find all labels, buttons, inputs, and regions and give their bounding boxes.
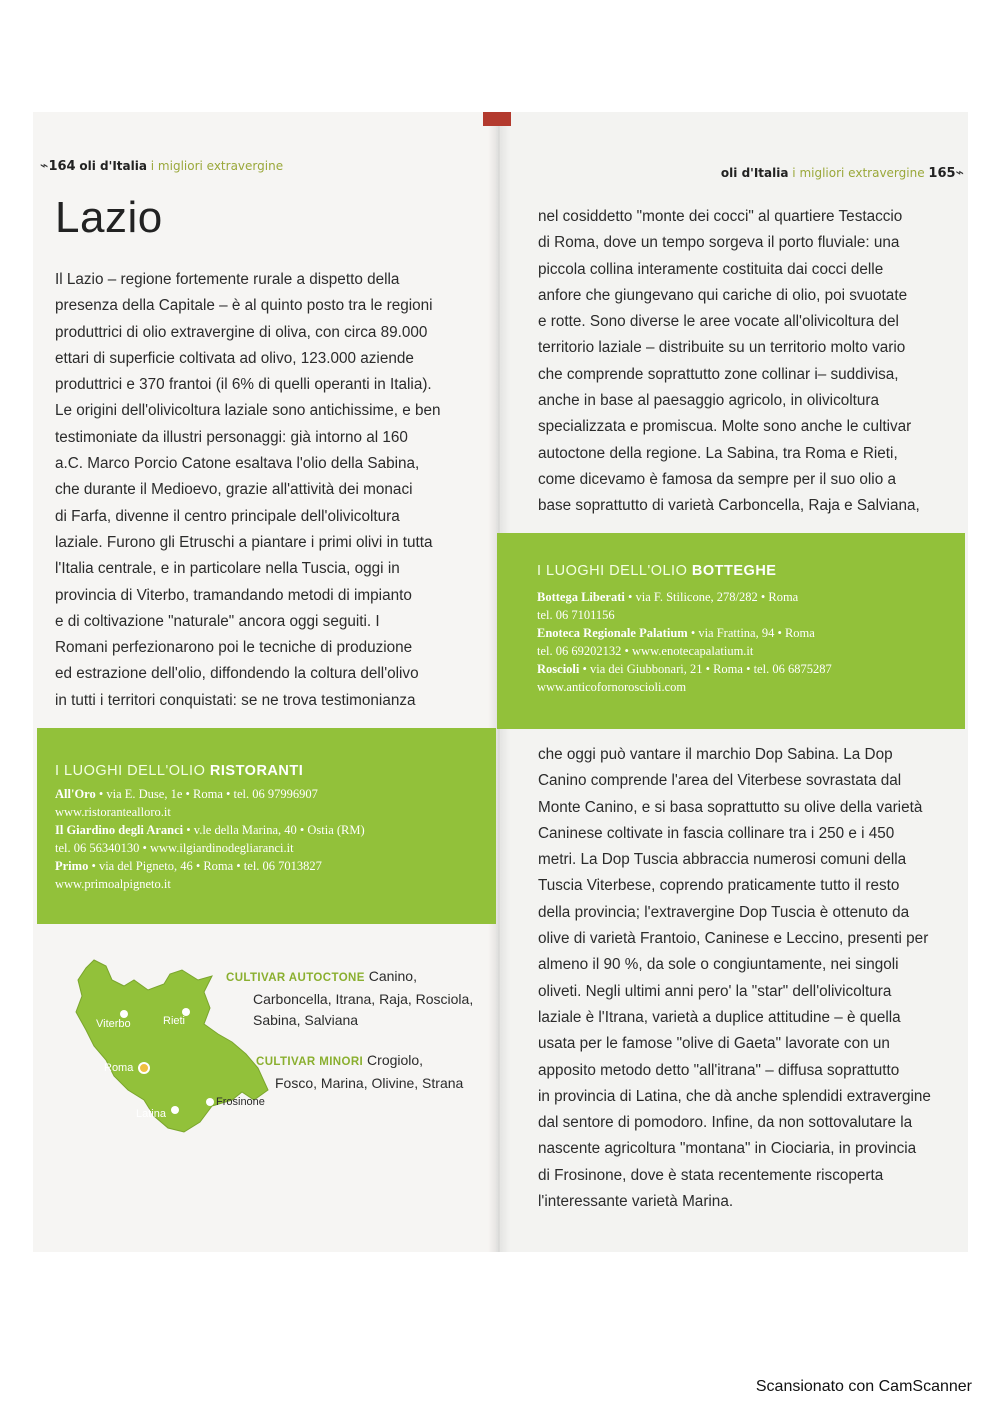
- text-line: piccola collina interamente costituita dai cocci delle: [538, 260, 884, 278]
- header-subsection-right: i migliori extravergine: [792, 166, 925, 180]
- text-line: ed estrazione dell'olio, diffondendo la coltura dell'olivo: [55, 665, 419, 683]
- entry-contact: tel. 06 56340130 • www.ilgiardinodegliaranci.it: [55, 841, 294, 855]
- text-line: base soprattutto di varietà Carboncella, Raja e Salviana,: [538, 497, 920, 515]
- botteghe-entries: [537, 588, 832, 696]
- entry-contact: www.anticofornoroscioli.com: [537, 680, 687, 694]
- box-title-ristoranti: [55, 763, 303, 779]
- entry-contact: www.ristorantealloro.it: [55, 805, 171, 819]
- header-section-right: oli d'Italia: [720, 166, 789, 180]
- header-section-left: oli d'Italia: [79, 159, 147, 173]
- text-line: di Farfa, divenne il centro principale dell'olivicoltura: [55, 507, 400, 525]
- city-label-frosinone: Frosinone: [216, 1096, 265, 1108]
- cultivar-autoctone: [226, 966, 473, 1031]
- list-item: [537, 624, 832, 642]
- text-line: di Frosinone, dove è stata recentemente riscoperta: [538, 1166, 884, 1184]
- entry-address: • via dei Giubbonari, 21 • Roma • tel. 06 6875287: [579, 662, 832, 676]
- text-line: Canino comprende l'area del Viterbese sovrastata dal: [538, 772, 902, 790]
- list-item: [537, 588, 832, 606]
- text-line: della provincia; l'extravergine Dop Tuscia è ottenuto da: [538, 903, 910, 921]
- entry-address: • v.le della Marina, 40 • Ostia (RM): [183, 823, 365, 837]
- text-line: specializzata e promiscua. Molte sono anche le cultivar: [538, 418, 912, 436]
- text-line: e rotte. Sono diverse le aree vocate all'olivicoltura del: [538, 313, 899, 331]
- text-line: l'interessante varietà Marina.: [538, 1193, 734, 1211]
- text-line: presenza della Capitale – è al quinto posto tra le regioni: [55, 297, 433, 315]
- list-item: [55, 821, 365, 839]
- cultivar-autoctone-line: Canino,: [368, 968, 417, 984]
- text-line: provincia di Viterbo, tramandando metodi di impianto: [55, 586, 412, 604]
- text-line: oliveti. Negli ultimi anni pero' la "star" dell'olivicoltura: [538, 982, 892, 1000]
- text-line: autoctone della regione. La Sabina, tra Roma e Rieti,: [538, 444, 898, 462]
- box-title-prefix: I LUOGHI DELL'OLIO: [55, 763, 206, 779]
- body-paragraph-1: [55, 267, 441, 714]
- text-line: in tutti i territori conquistati: se ne trova testimonianza: [55, 691, 416, 709]
- box-title-botteghe: [537, 563, 776, 579]
- text-line: ettari di superficie coltivata ad olivo, 123.000 aziende: [55, 349, 414, 367]
- body-paragraph-3: [538, 742, 931, 1215]
- page-title: Lazio: [55, 193, 163, 242]
- cultivar-autoctone-label: CULTIVAR AUTOCTONE: [226, 972, 365, 984]
- box-ristoranti: [37, 728, 496, 924]
- text-line: dal sentore di pomodoro. Infine, da non sottovalutare la: [538, 1114, 913, 1132]
- text-line: che durante il Medioevo, grazie all'attività dei monaci: [55, 481, 413, 499]
- entry-address: • via Frattina, 94 • Roma: [687, 626, 815, 640]
- page-number-right: 165: [928, 166, 956, 181]
- running-header-left: [40, 158, 283, 174]
- entry-name: Il Giardino degli Aranci: [55, 823, 184, 837]
- curl-ornament-icon: ⌁: [955, 165, 964, 181]
- entry-name: Primo: [55, 859, 89, 873]
- text-line: che oggi può vantare il marchio Dop Sabina. La Dop: [538, 746, 893, 763]
- bookmark-ribbon: [483, 112, 511, 126]
- box-title-strong: RISTORANTI: [209, 763, 304, 779]
- text-line: territorio laziale – distribuite su un territorio molto vario: [538, 339, 906, 357]
- text-line: metri. La Dop Tuscia abbraccia numerosi comuni della: [538, 851, 907, 869]
- city-label-rieti: Rieti: [163, 1015, 186, 1027]
- capital-marker: [139, 1063, 149, 1073]
- cultivar-autoctone-line: Sabina, Salviana: [253, 1012, 359, 1028]
- text-line: anfore che giungevano qui cariche di olio, poi svuotate: [538, 286, 908, 304]
- text-line: laziale. Furono gli Etruschi a piantare i primi olivi in tutta: [55, 533, 433, 551]
- entry-contact: www.primoalpigneto.it: [55, 877, 171, 891]
- cultivar-minori-label: CULTIVAR MINORI: [256, 1056, 364, 1068]
- box-title-strong: BOTTEGHE: [691, 563, 777, 579]
- city-marker: [120, 1010, 128, 1018]
- scanner-watermark: Scansionato con CamScanner: [755, 1378, 972, 1395]
- text-line: e di coltivazione "naturale" ancora oggi seguiti. I: [55, 612, 380, 630]
- text-line: usata per le famose "olive di Gaeta" lavorate con un: [538, 1035, 890, 1053]
- entry-address: • via del Pigneto, 46 • Roma • tel. 06 7013827: [88, 859, 322, 873]
- cultivar-autoctone-line: Carboncella, Itrana, Raja, Rosciola,: [253, 991, 474, 1007]
- text-line: testimoniate da illustri personaggi: già intorno al 160: [55, 428, 408, 446]
- box-botteghe: [497, 533, 965, 729]
- city-marker: [171, 1106, 179, 1114]
- cultivar-minori: [256, 1050, 463, 1094]
- text-line: laziale è l'Itrana, varietà a duplice attitudine – è quella: [538, 1008, 901, 1026]
- text-line: nel cosiddetto "monte dei cocci" al quartiere Testaccio: [538, 208, 903, 225]
- entry-name: All'Oro: [55, 787, 96, 801]
- text-line: l'Italia centrale, e in particolare nella Tuscia, oggi in: [55, 560, 400, 578]
- cultivar-minori-line: Crogiolo,: [367, 1052, 424, 1068]
- entry-address: • via F. Stilicone, 278/282 • Roma: [624, 590, 799, 604]
- entry-name: Enoteca Regionale Palatium: [537, 626, 688, 640]
- city-label-viterbo: Viterbo: [96, 1018, 131, 1030]
- curl-ornament-icon: ⌁: [40, 158, 49, 174]
- text-line: nascente agricoltura "montana" in Ciociaria, in provincia: [538, 1140, 917, 1158]
- text-line: Caninese coltivate in fascia collinare tra i 250 e i 450: [538, 824, 895, 842]
- entry-name: Bottega Liberati: [537, 590, 625, 604]
- text-line: che comprende soprattutto zone collinar i– suddivisa,: [538, 365, 899, 383]
- text-line: produttrici e 370 frantoi (il 6% di quelli operanti in Italia).: [55, 376, 432, 394]
- ristoranti-entries: [55, 785, 365, 893]
- cultivar-minori-line: Fosco, Marina, Olivine, Strana: [275, 1075, 464, 1091]
- text-line: Monte Canino, e si basa soprattutto su olive della varietà: [538, 798, 923, 816]
- city-label-latina: Latina: [136, 1108, 166, 1120]
- text-line: produttrici di olio extravergine di oliva, con circa 89.000: [55, 323, 428, 341]
- list-item: [55, 857, 365, 875]
- text-line: olive di varietà Frantoio, Caninese e Leccino, presenti per: [538, 930, 929, 948]
- text-line: di Roma, dove un tempo sorgeva il porto fluviale: una: [538, 234, 900, 252]
- box-title-prefix: I LUOGHI DELL'OLIO: [537, 563, 688, 579]
- text-line: almeno il 90 %, da sole o congiuntamente, nei singoli: [538, 956, 899, 974]
- list-item: [55, 785, 365, 803]
- page-number-left: 164: [48, 159, 76, 174]
- entry-address: • via E. Duse, 1e • Roma • tel. 06 97996907: [95, 787, 318, 801]
- city-marker: [206, 1098, 214, 1106]
- city-label-roma: Roma: [104, 1062, 134, 1074]
- list-item: [537, 660, 832, 678]
- text-line: Il Lazio – regione fortemente rurale a dispetto della: [55, 271, 400, 288]
- text-line: Le origini dell'olivicoltura laziale sono antichissime, e ben: [55, 402, 441, 420]
- text-line: Romani perfezionarono poi le tecniche di produzione: [55, 639, 413, 657]
- entry-contact: tel. 06 7101156: [537, 608, 615, 622]
- text-line: apposito metodo detto "all'itrana" – diffusa soprattutto: [538, 1061, 900, 1079]
- header-subsection-left: i migliori extravergine: [150, 159, 284, 173]
- text-line: in provincia di Latina, che dà anche splendidi extravergine: [538, 1087, 931, 1105]
- body-paragraph-2: [538, 204, 920, 520]
- entry-name: Roscioli: [537, 662, 580, 676]
- text-line: Tuscia Viterbese, coprendo praticamente tutto il resto: [538, 877, 900, 895]
- text-line: a.C. Marco Porcio Catone esaltava l'olio della Sabina,: [55, 455, 420, 473]
- entry-contact: tel. 06 69202132 • www.enotecapalatium.it: [537, 644, 754, 658]
- text-line: anche in base al paesaggio agricolo, in olivicoltura: [538, 392, 879, 410]
- running-header-right: [721, 165, 964, 181]
- text-line: come dicevamo è famosa da sempre per il suo olio a: [538, 470, 896, 488]
